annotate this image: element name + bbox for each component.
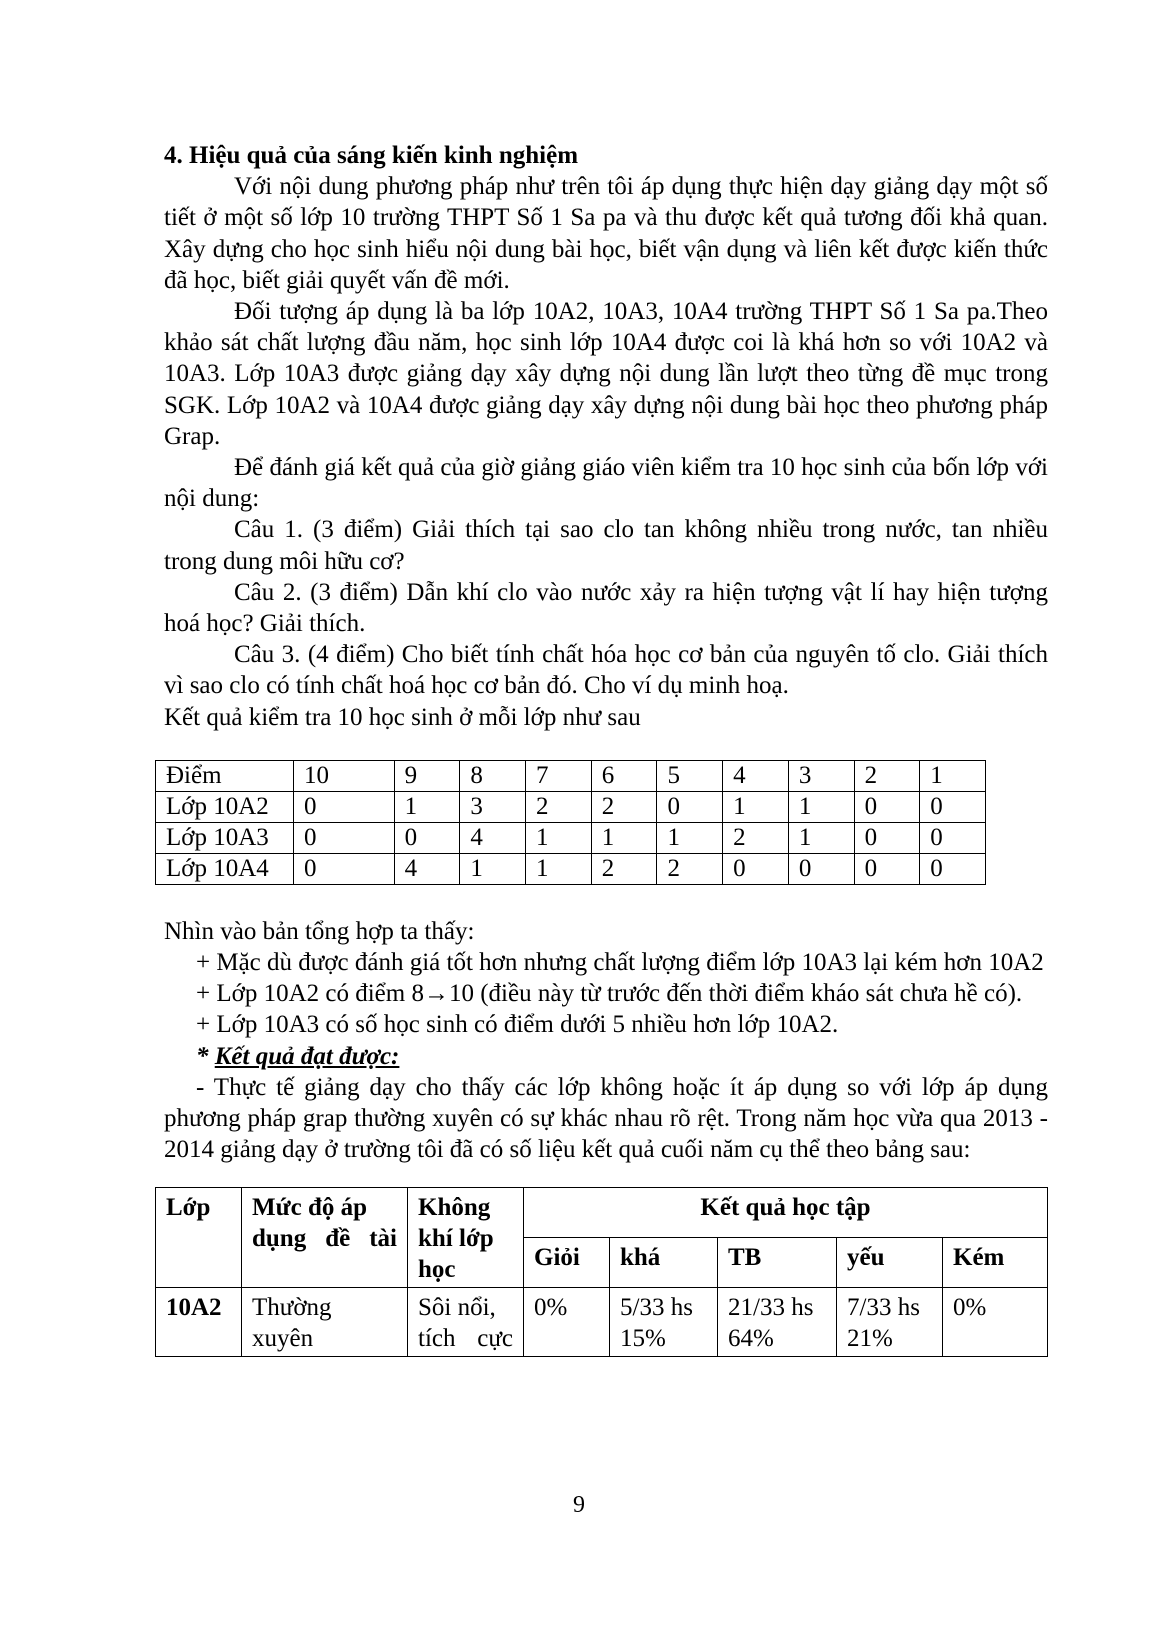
header-atmosphere: Không khí lớp học (408, 1188, 524, 1288)
bullet-2-start: + Lớp 10A2 có điểm 8 (196, 980, 424, 1008)
score-cell: 0 (920, 853, 986, 884)
score-cell: 1 (591, 822, 657, 853)
score-cell: 2 (723, 822, 789, 853)
score-table (155, 760, 986, 885)
header-kha: khá (610, 1238, 718, 1288)
yeu-count: 7/33 hs (847, 1294, 920, 1322)
score-row-label: Điểm (156, 760, 294, 791)
star-marker: * (196, 1042, 215, 1070)
score-cell: 0 (854, 822, 920, 853)
score-cell: 1 (394, 791, 460, 822)
score-cell: 2 (591, 791, 657, 822)
score-cell: 0 (920, 822, 986, 853)
score-cell: 1 (526, 822, 592, 853)
score-cell: 6 (591, 760, 657, 791)
question-2: Câu 2. (3 điểm) Dẫn khí clo vào nước xảy ra hiện tượng vật lí hay hiện tượng hoá học? Giải thích. (164, 578, 1048, 638)
score-cell: 9 (394, 760, 460, 791)
score-cell: 8 (460, 760, 526, 791)
score-cell: 1 (657, 822, 723, 853)
cell-kha (610, 1288, 718, 1357)
score-row-label: Lớp 10A3 (156, 822, 294, 853)
score-cell: 7 (526, 760, 592, 791)
score-cell: 0 (788, 853, 854, 884)
summary-bullet-1: + Mặc dù được đánh giá tốt hơn nhưng chất lượng điểm lớp 10A3 lại kém hơn 10A2 (196, 949, 1044, 977)
page-content (164, 140, 1048, 1357)
cell-yeu (837, 1288, 943, 1357)
question-3: Câu 3. (4 điểm) Cho biết tính chất hóa học cơ bản của nguyên tố clo. Giải thích vì sao clo có tính chất hoá học cơ bản đó. Cho ví dụ minh hoạ. (164, 641, 1048, 700)
kha-percent: 15% (620, 1325, 666, 1353)
score-header-row (156, 760, 986, 791)
result-table (155, 1187, 1048, 1357)
cell-class: 10A2 (156, 1288, 242, 1357)
score-cell: 2 (657, 853, 723, 884)
cell-atmosphere: Sôi nổi, tích cực (408, 1288, 524, 1357)
summary-bullet-2 (164, 978, 1048, 1009)
summary-bullet-3: + Lớp 10A3 có số học sinh có điểm dưới 5 nhiều hơn lớp 10A2. (196, 1011, 839, 1039)
header-yeu: yếu (837, 1238, 943, 1288)
achieved-heading (164, 1041, 1048, 1072)
score-cell: 4 (723, 760, 789, 791)
score-cell: 1 (788, 822, 854, 853)
score-cell: 1 (460, 853, 526, 884)
cell-tb (718, 1288, 837, 1357)
tb-percent: 64% (728, 1325, 774, 1353)
achieved-label: Kết quả đạt được: (214, 1042, 400, 1070)
score-cell: 0 (294, 853, 395, 884)
paragraph-subjects: Đối tượng áp dụng là ba lớp 10A2, 10A3, 10A4 trường THPT Số 1 Sa pa.Theo khảo sát chất lượng đầu năm, học sinh lớp 10A4 được coi là khá hơn so với 10A2 và 10A3. Lớp 10A3 được giảng dạy xây dựng nội dung lần lượt theo từng đề mục trong SGK. Lớp 10A2 và 10A4 được giảng dạy xây dựng nội dung bài học theo phương pháp Grap. (164, 298, 1048, 450)
header-level: Mức độ áp dụng đề tài (242, 1188, 408, 1288)
score-cell: 4 (460, 822, 526, 853)
score-cell: 2 (591, 853, 657, 884)
score-cell: 0 (657, 791, 723, 822)
tb-count: 21/33 hs (728, 1294, 814, 1322)
score-row-label: Lớp 10A2 (156, 791, 294, 822)
score-row (156, 853, 986, 884)
score-cell: 3 (788, 760, 854, 791)
cell-level: Thường xuyên (242, 1288, 408, 1357)
score-table-body (156, 760, 986, 884)
cell-kem: 0% (943, 1288, 1048, 1357)
score-cell: 0 (920, 791, 986, 822)
score-cell: 2 (854, 760, 920, 791)
paragraph-intro: Với nội dung phương pháp như trên tôi áp dụng thực hiện dạy giảng dạy một số tiết ở một số lớp 10 trường THPT Số 1 Sa pa và thu được kết quả tương đối khả quan. Xây dựng cho học sinh hiểu nội dung bài học, biết vận dụng và liên kết được kiến thức đã học, biết giải quyết vấn đề mới. (164, 173, 1048, 294)
score-row-label: Lớp 10A4 (156, 853, 294, 884)
score-cell: 0 (854, 791, 920, 822)
score-cell: 3 (460, 791, 526, 822)
header-tb: TB (718, 1238, 837, 1288)
question-1: Câu 1. (3 điểm) Giải thích tại sao clo tan không nhiều trong nước, tan nhiều trong dung môi hữu cơ? (164, 516, 1048, 575)
score-cell: 0 (294, 822, 395, 853)
score-cell: 0 (854, 853, 920, 884)
score-cell: 4 (394, 853, 460, 884)
score-row (156, 791, 986, 822)
paragraph-practice: - Thực tế giảng dạy cho thấy các lớp không hoặc ít áp dụng so với lớp áp dụng phương pháp grap thường xuyên có sự khác nhau rõ rệt. Trong năm học vừa qua 2013 - 2014 giảng dạy ở trường tôi đã có số liệu kết quả cuối năm cụ thể theo bảng sau: (164, 1073, 1048, 1164)
result-row (156, 1288, 1048, 1357)
page-number: 9 (573, 1492, 585, 1518)
header-results: Kết quả học tập (524, 1188, 1048, 1238)
paragraph-evaluation: Để đánh giá kết quả của giờ giảng giáo viên kiểm tra 10 học sinh của bốn lớp với nội dung: (164, 454, 1048, 513)
header-gioi: Giỏi (524, 1238, 610, 1288)
cell-gioi: 0% (524, 1288, 610, 1357)
score-cell: 1 (920, 760, 986, 791)
score-cell: 10 (294, 760, 395, 791)
score-cell: 0 (723, 853, 789, 884)
section-heading: 4. Hiệu quả của sáng kiến kinh nghiệm (164, 142, 579, 169)
score-cell: 1 (788, 791, 854, 822)
bullet-2-end: 10 (điều này từ trước đến thời điểm kháo sát chưa hề có). (448, 980, 1023, 1008)
arrow-icon: → (423, 980, 449, 1008)
score-row (156, 822, 986, 853)
score-cell: 2 (526, 791, 592, 822)
summary-intro: Nhìn vào bản tổng hợp ta thấy: (164, 917, 475, 945)
score-cell: 0 (294, 791, 395, 822)
result-header-row (156, 1188, 1048, 1238)
score-cell: 5 (657, 760, 723, 791)
yeu-percent: 21% (847, 1325, 893, 1353)
score-cell: 1 (526, 853, 592, 884)
score-cell: 0 (394, 822, 460, 853)
kha-count: 5/33 hs (620, 1294, 693, 1322)
header-class: Lớp (156, 1188, 242, 1288)
result-intro: Kết quả kiểm tra 10 học sinh ở mỗi lớp như sau (164, 703, 641, 731)
header-kem: Kém (943, 1238, 1048, 1288)
score-cell: 1 (723, 791, 789, 822)
